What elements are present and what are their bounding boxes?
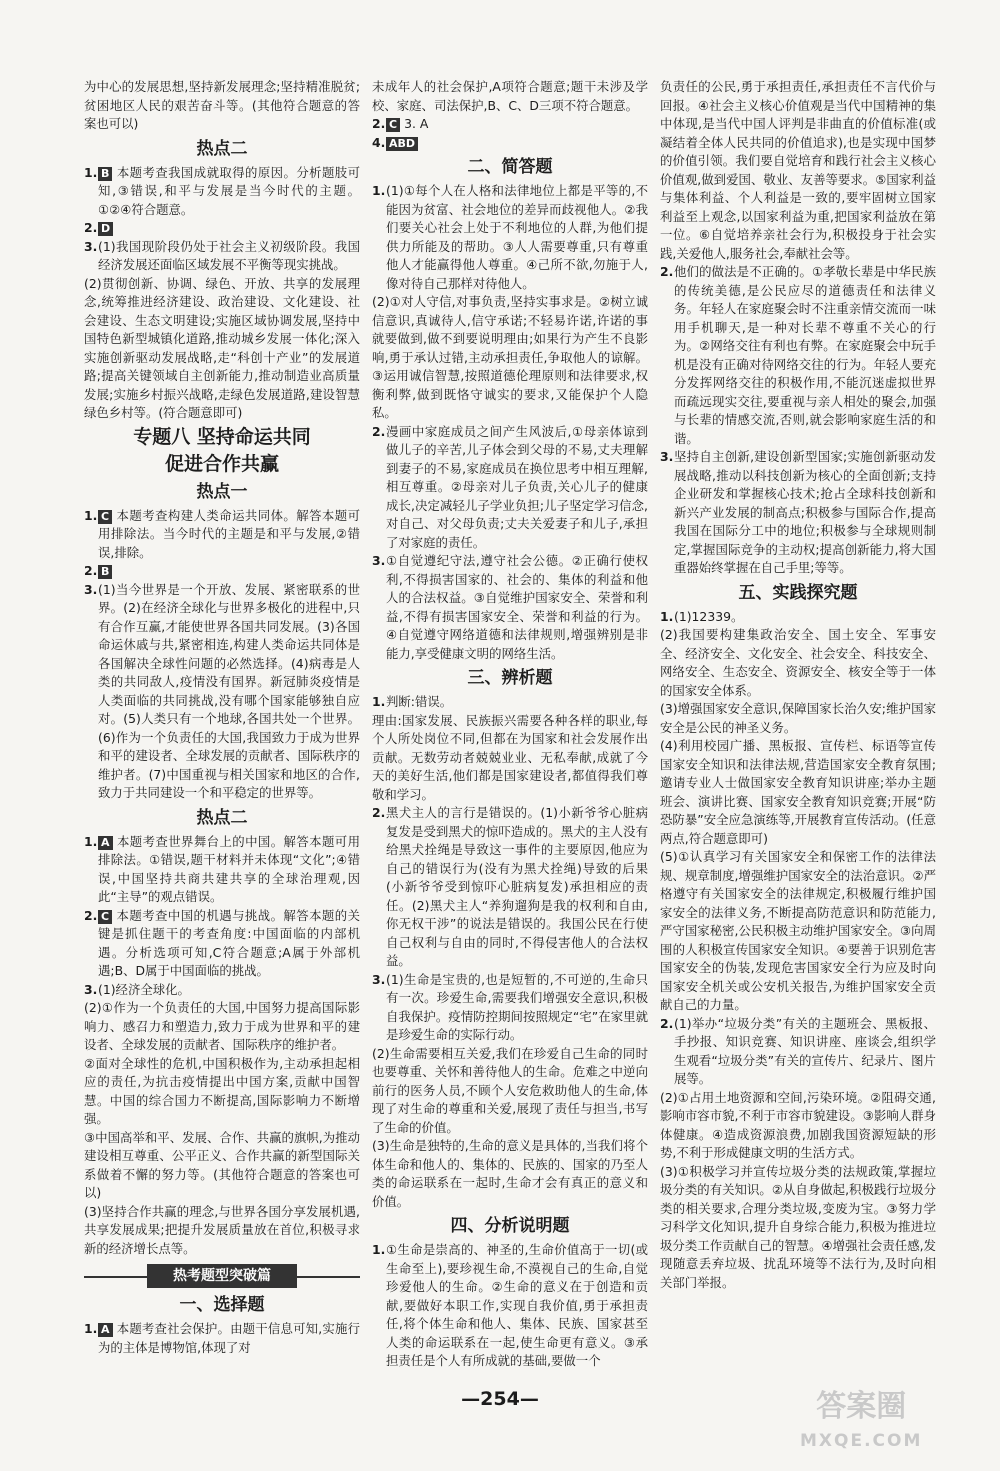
question-number: 2. bbox=[84, 907, 98, 923]
question-item bbox=[372, 115, 648, 134]
question-item bbox=[372, 693, 648, 712]
section-banner bbox=[84, 1264, 360, 1290]
question-text: 本题考查中国的机遇与挑战。解答本题的关键是抓住题干的考查角度:中国面临的内部机遇。分析选项可知,C符合题意;A属于外部机遇;B、D属于中国面临的挑战。 bbox=[98, 907, 360, 978]
question-item bbox=[372, 804, 648, 971]
question-number: 2. bbox=[84, 563, 98, 578]
answer-paragraph: (2)贯彻创新、协调、绿色、开放、共享的发展理念,统筹推进经济建设、政治建设、文化建设、社会建设、生态文明建设;实施区域协调发展,坚持中国特色新型城镇化道路,推动城乡发展一体化;深入实施创新驱动发展战略,走“科创十产业”的发展道路;提高关键领域自主创新能力,推动制造业高质量发展;实施乡村振兴战略,走绿色发展道路,建设智慧绿色乡村等。(符合题意即可) bbox=[84, 275, 360, 420]
answer-paragraph: (3)增强国家安全意识,保障国家长治久安;维护国家安全是公民的神圣义务。 bbox=[660, 701, 936, 735]
section-heading: 热点二 bbox=[196, 138, 248, 159]
topic-title: 促进合作共赢 bbox=[164, 452, 279, 475]
question-number: 1. bbox=[372, 1242, 386, 1257]
answer-paragraph: (3)生命是独特的,生命的意义是具体的,当我们将个体生命和他人的、集体的、民族的、国家的乃至人类的命运联系在一起时,生命才会有真正的意义和价值。 bbox=[372, 1138, 648, 1209]
answer-badge: B bbox=[98, 565, 112, 579]
answer-paragraph: (2)①对人守信,对事负责,坚持实事求是。②树立诚信意识,真诚待人,信守承诺;不轻易许诺,许诺的事就要做到,做不到要说明理由;如果行为产生不良影响,勇于承认过错,主动承担责任,争取他人的谅解。③运用诚信智慧,按照道德伦理原则和法律要求,权衡利弊,做到既恪守诚实的要求,又能保护个人隐私。 bbox=[372, 294, 648, 420]
question-item bbox=[372, 134, 648, 153]
section-heading: 一、选择题 bbox=[179, 1295, 265, 1315]
answer-paragraph: ③中国高举和平、发展、合作、共赢的旗帜,为推动建设相互尊重、公平正义、合作共赢的新型国际关系做着不懈的努力等。(其他符合题意的答案也可以) bbox=[84, 1129, 360, 1200]
question-number: 3. bbox=[84, 238, 98, 254]
answer-badge: D bbox=[98, 222, 113, 236]
column-right bbox=[660, 78, 936, 1378]
watermark-logo bbox=[800, 1390, 922, 1458]
question-item bbox=[660, 263, 936, 448]
question-item bbox=[84, 238, 360, 275]
question-text: (1)我国现阶段仍处于社会主义初级阶段。我国经济发展还面临区域发展不平衡等现实挑战。 bbox=[98, 238, 360, 272]
question-item bbox=[372, 423, 648, 553]
answer-paragraph: (3)①积极学习并宣传垃圾分类的法规政策,掌握垃圾分类的有关知识。②从自身做起,积极践行垃圾分类的相关要求,合理分类垃圾,变废为宝。③努力学习科学文化知识,提升自身综合能力,积极为推进垃圾分类工作贡献自己的智慧。④增强社会责任感,发现随意丢弃垃圾、扰乱环境等不法行为,及时向相关部门举报。 bbox=[660, 1163, 936, 1290]
question-text: 他们的做法是不正确的。①孝敬长辈是中华民族的传统美德,是公民应尽的道德责任和法律义务。年轻人在家庭聚会时不注重亲情交流而一味用手机聊天,是一种对长辈不尊重不关心的行为。②网络交往有利也有弊。在家庭聚会中玩手机是没有正确对待网络交往的行为。年轻人要充分发挥网络交往的积极作用,不能沉迷虚拟世界而疏远现实交往,要重视与亲人相处的聚会,加强与长辈的情感交流,否则,就会影响家庭生活的和谐。 bbox=[674, 264, 936, 446]
question-number: 1. bbox=[660, 608, 674, 624]
question-number: 2. bbox=[372, 116, 386, 131]
question-text: 本题考查社会保护。由题干信息可知,实施行为的主体是博物馆,体现了对 bbox=[98, 1321, 360, 1355]
question-item bbox=[84, 1320, 360, 1357]
question-number: 1. bbox=[84, 164, 98, 180]
question-text: 本题考查我国成就取得的原因。分析题肢可知,③错误,和平与发展是当今时代的主题。①②④符合题意。 bbox=[98, 164, 360, 217]
question-item bbox=[372, 971, 648, 1045]
question-number: 2. bbox=[372, 423, 386, 439]
column-left bbox=[84, 78, 360, 1378]
question-text: 漫画中家庭成员之间产生风波后,①母亲体谅到做儿子的辛苦,儿子体会到父母的不易,丈夫理解到妻子的不易,家庭成员在换位思考中相互理解,相互尊重。②母亲对儿子负责,关心儿子的健康成长,决定减轻儿子学业负担;儿子坚定学习信念,对自己、对父母负责;丈夫关爱妻子和儿子,承担了对家庭的责任。 bbox=[386, 423, 648, 550]
answer-page bbox=[84, 78, 944, 1378]
section-heading: 热点一 bbox=[196, 481, 248, 502]
question-number: 3. bbox=[84, 581, 98, 597]
answer-paragraph: (3)坚持合作共赢的理念,与世界各国分享发展机遇,共享发展成果;把提升发展质量放在首位,积极寻求新的经济增长点等。 bbox=[84, 1203, 360, 1256]
answer-badge: A bbox=[98, 1323, 113, 1337]
answer-paragraph: 未成年人的社会保护,A项符合题意;题干未涉及学校、家庭、司法保护,B、C、D三项不符合题意。 bbox=[372, 79, 648, 113]
question-number: 1. bbox=[372, 694, 386, 709]
answer-paragraph: (2)我国要构建集政治安全、国土安全、军事安全、经济安全、文化安全、社会安全、科技安全、网络安全、生态安全、资源安全、核安全等于一体的国家安全体系。 bbox=[660, 627, 936, 698]
question-text: 判断:错误。 bbox=[386, 694, 453, 709]
question-number: 1. bbox=[84, 833, 98, 849]
question-text: ①生命是崇高的、神圣的,生命价值高于一切(或生命至上),要珍视生命,不漠视自己的生命,自觉珍爱他人的生命。②生命的意义在于创造和贡献,要做好本职工作,实现自我价值,勇于承担责任,将个体生命和他人、集体、民族、国家甚至人类的命运联系在一起,使生命更有意义。③承担责任是个人有所成就的基础,要做一个 bbox=[386, 1242, 648, 1368]
answer-badge: C bbox=[386, 118, 400, 132]
section-heading: 三、辨析题 bbox=[467, 668, 553, 688]
question-item bbox=[84, 219, 360, 238]
question-number: 3. bbox=[660, 449, 674, 464]
question-text: (1)生命是宝贵的,也是短暂的,不可逆的,生命只有一次。珍爱生命,需要我们增强安全意识,积极自我保护。疫情防控期间按照规定“宅”在家里就是珍爱生命的实际行动。 bbox=[386, 971, 648, 1042]
column-middle bbox=[372, 78, 648, 1378]
answer-paragraph: 为中心的发展思想,坚持新发展理念;坚持精准脱贫;贫困地区人民的艰苦奋斗等。(其他符合题意的答案也可以) bbox=[84, 79, 360, 131]
answer-paragraph: (2)生命需要相互关爱,我们在珍爱自己生命的同时也要尊重、关怀和善待他人的生命。危难之中逆向前行的医务人员,不顾个人安危救助他人的生命,体现了对生命的尊重和关爱,展现了责任与担当,书写了生命的价值。 bbox=[372, 1045, 648, 1135]
question-number: 3. bbox=[372, 971, 386, 987]
section-heading: 热点二 bbox=[196, 807, 248, 828]
question-number: 1. bbox=[372, 183, 386, 198]
answer-badge: C bbox=[98, 510, 112, 524]
question-text: 本题考查构建人类命运共同体。解答本题可用排除法。当今时代的主题是和平与发展,②错误,排除。 bbox=[98, 507, 360, 560]
question-item bbox=[372, 182, 648, 293]
question-text: (1)举办“垃圾分类”有关的主题班会、黑板报、手抄报、知识竞赛、知识讲座、座谈会,组织学生观看“垃圾分类”有关的宣传片、纪录片、图片展等。 bbox=[674, 1015, 936, 1086]
topic-title: 专题八 坚持命运共同 bbox=[133, 425, 311, 448]
question-text: 3. A bbox=[404, 116, 429, 131]
answer-paragraph: (2)①作为一个负责任的大国,中国努力提高国际影响力、感召力和塑造力,致力于成为世界和平的建设者、全球发展的贡献者、国际秩序的维护者。 bbox=[84, 1000, 360, 1052]
question-number: 2. bbox=[660, 264, 674, 279]
answer-paragraph: ②面对全球性的危机,中国积极作为,主动承担起相应的责任,为抗击疫情提出中国方案,贡献中国智慧。中国的综合国力不断提高,国际影响力不断增强。 bbox=[84, 1055, 360, 1126]
question-item bbox=[84, 907, 360, 981]
answer-paragraph: (2)①占用土地资源和空间,污染环境。②阻碍交通,影响市容市貌,不利于市容市貌建设。③影响人群身体健康。④造成资源浪费,加剧我国资源短缺的形势,不利于形成健康文明的生活方式。 bbox=[660, 1089, 936, 1160]
question-item bbox=[84, 562, 360, 581]
answer-paragraph: (5)①认真学习有关国家安全和保密工作的法律法规、规章制度,增强维护国家安全的法治意识。②严格遵守有关国家安全的法律规定,积极履行维护国家安全的法律义务,不断提高防范意识和防范能力,严守国家秘密,公民积极主动维护国家安全。③向周围的人积极宣传国家安全知识。④要善于识别危害国家安全的伪装,发现危害国家安全行为应及时向国家安全机关或公安机关报告,为维护国家安全贡献自己的力量。 bbox=[660, 849, 936, 1012]
answer-paragraph: 理由:国家发展、民族振兴需要各种各样的职业,每个人所处岗位不同,但都在为国家和社会发展作出贡献。无数劳动者兢兢业业、无私奉献,成就了今天的美好生活,他们都是国家建设者,都值得我们尊敬和学习。 bbox=[372, 712, 648, 802]
question-item bbox=[372, 552, 648, 663]
question-item bbox=[660, 448, 936, 578]
question-text: (1)12339。 bbox=[674, 608, 744, 624]
question-number: 2. bbox=[84, 220, 98, 235]
watermark-url: MXQE.COM bbox=[800, 1431, 923, 1451]
answer-paragraph: (4)利用校园广播、黑板报、宣传栏、标语等宣传国家安全知识和法律法规,营造国家安全教育氛围;邀请专业人士做国家安全教育知识讲座;举办主题班会、演讲比赛、国家安全教育知识竞赛;开展“防恐防暴”安全应急演练等,开展教育宣传活动。(任意两点,符合题意即可) bbox=[660, 738, 936, 846]
watermark-text: 答案圈 bbox=[816, 1389, 907, 1424]
question-text: (1)①每个人在人格和法律地位上都是平等的,不能因为贫富、社会地位的差异而歧视他人。②我们要关心社会上处于不利地位的人群,为他们提供力所能及的帮助。③人人需要尊重,只有尊重他人才能赢得他人尊重。④己所不欲,勿施于人,像对待自己那样对待他人。 bbox=[386, 183, 648, 291]
question-text: (1)当今世界是一个开放、发展、紧密联系的世界。(2)在经济全球化与世界多极化的进程中,只有合作互赢,才能使世界各国共同发展。(3)各国命运休戚与共,紧密相连,构建人类命运共同体是各国解决全球性问题的必然选择。(4)病毒是人类的共同敌人,疫情没有国界。新冠肺炎疫情是人类面临的共同挑战,没有哪个国家能够独自应对。(5)人类只有一个地球,各国共处一个世界。(6)作为一个负责任的大国,我国致力于成为世界和平的建设者、全球发展的贡献者、国际秩序的维护者。(7)中国重视与相关国家和地区的合作,致力于共同建设一个和平稳定的世界等。 bbox=[98, 581, 360, 800]
question-item bbox=[372, 1241, 648, 1371]
question-item bbox=[84, 833, 360, 907]
question-text: (1)经济全球化。 bbox=[98, 981, 190, 997]
question-number: 3. bbox=[372, 553, 386, 568]
banner-label: 热考题型突破篇 bbox=[147, 1264, 297, 1288]
question-item bbox=[84, 581, 360, 803]
question-number: 1. bbox=[84, 1321, 98, 1336]
question-text: 黑犬主人的言行是错误的。(1)小新爷爷心脏病复发是受到黑犬的惊吓造成的。黑犬的主人没有给黑犬拴绳是导致这一事件的主要原因,他应为自己的错误行为(没有为黑犬拴绳)导致的后果(小新爷爷受到惊吓心脏病复发)承担相应的责任。(2)黑犬主人“养狗遛狗是我的权利和自由,你无权干涉”的说法是错误的。我国公民在行使自己权利与自由的同时,不得侵害他人的合法权益。 bbox=[386, 805, 648, 968]
question-item bbox=[84, 981, 360, 1000]
answer-badge: ABD bbox=[386, 137, 418, 151]
question-number: 4. bbox=[372, 134, 386, 150]
question-item bbox=[660, 1015, 936, 1089]
answer-paragraph: 负责任的公民,勇于承担责任,承担责任不言代价与回报。④社会主义核心价值观是当代中国精神的集中体现,是当代中国人评判是非曲直的价值标准(或凝结着全体人民共同的价值追求),也是实现中国梦的价值引领。我们要自觉培育和践行社会主义核心价值观,做到爱国、敬业、友善等要求。⑤国家利益与集体利益、个人利益是一致的,要牢固树立国家利益至上观念,以国家利益为重,把国家利益放在第一位。⑥自觉培养亲社会行为,积极投身于社会实践,关爱他人,服务社会,奉献社会等。 bbox=[660, 79, 936, 261]
answer-badge: C bbox=[98, 910, 112, 924]
question-item bbox=[84, 507, 360, 563]
section-heading: 二、简答题 bbox=[467, 157, 553, 177]
section-heading: 四、分析说明题 bbox=[450, 1216, 570, 1236]
question-text: 坚持自主创新,建设创新型国家;实施创新驱动发展战略,推动以科技创新为核心的全面创新;支持企业研发和掌握核心技术;抢占全球科技创新和新兴产业发展的制高点;积极参与国际合作,提高我国在国际分工中的地位;积极参与全球规则制定,掌握国际竞争的主动权;提高创新能力,将大国重器始终掌握在自己手里;等等。 bbox=[674, 449, 936, 575]
answer-badge: B bbox=[98, 167, 112, 181]
question-number: 3. bbox=[84, 981, 98, 997]
question-number: 2. bbox=[372, 805, 386, 820]
page-number: —254— bbox=[461, 1388, 539, 1410]
question-item bbox=[84, 164, 360, 220]
question-text: 本题考查世界舞台上的中国。解答本题可用排除法。①错误,题干材料并未体现“文化”;④错误,中国坚持共商共建共享的全球治理观,因此“主导”的观点错误。 bbox=[98, 833, 360, 904]
question-text: ①自觉遵纪守法,遵守社会公德。②正确行使权利,不得损害国家的、社会的、集体的利益和他人的合法权益。③自觉维护国家安全、荣誉和利益,不得有损害国家安全、荣誉和利益的行为。④自觉遵守网络道德和法律规则,增强辨别是非能力,享受健康文明的网络生活。 bbox=[386, 553, 648, 661]
section-heading: 五、实践探究题 bbox=[738, 582, 858, 603]
question-item bbox=[660, 608, 936, 627]
question-number: 1. bbox=[84, 507, 98, 523]
question-number: 2. bbox=[660, 1015, 674, 1031]
answer-badge: A bbox=[98, 836, 113, 850]
